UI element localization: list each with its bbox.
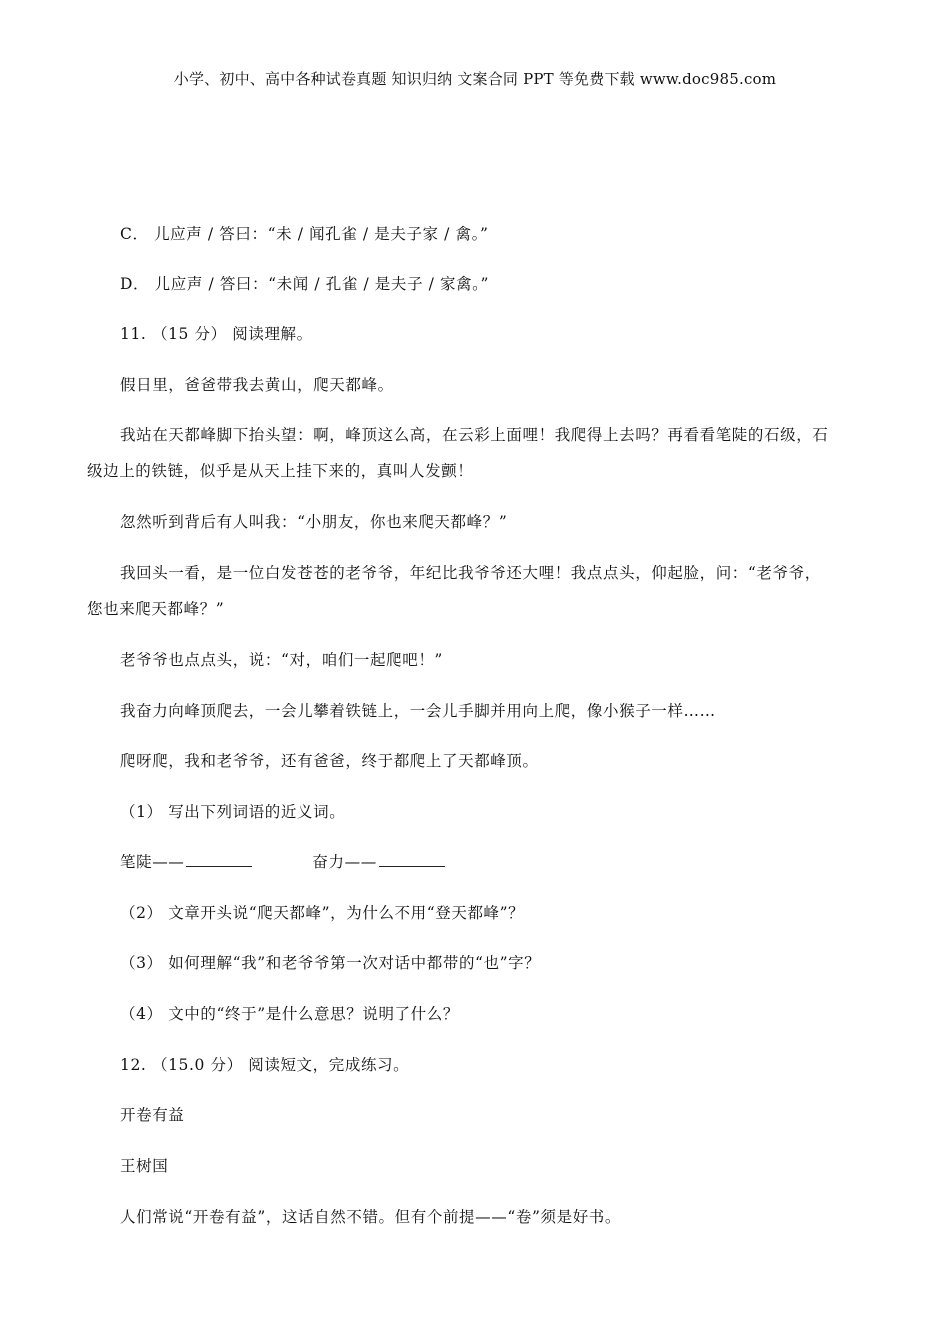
passage-paragraph-5: 老爷爷也点点头，说：“对，咱们一起爬吧！”: [120, 651, 443, 669]
article-title: 开卷有益: [120, 1106, 185, 1124]
passage-paragraph-4-line-2: 您也来爬天都峰？”: [87, 600, 225, 618]
passage-paragraph-1: 假日里，爸爸带我去黄山，爬天都峰。: [120, 376, 394, 394]
sub-question-4: （4） 文中的“终于”是什么意思？说明了什么？: [120, 1005, 459, 1023]
page-header: 小学、初中、高中各种试卷真题 知识归纳 文案合同 PPT 等免费下载 www.doc985.com: [173, 70, 777, 88]
article-author: 王树国: [120, 1157, 169, 1175]
synonym-word-2: 奋力——: [312, 853, 377, 871]
passage-paragraph-6: 我奋力向峰顶爬去，一会儿攀着铁链上，一会儿手脚并用向上爬，像小猴子一样……: [120, 702, 716, 720]
option-d: D． 儿应声 / 答曰：“未闻 / 孔雀 / 是夫子 / 家禽。”: [120, 275, 490, 293]
synonym-word-1: 笔陡——: [120, 853, 185, 871]
question-11-title: 11. （15 分） 阅读理解。: [120, 325, 313, 343]
answer-blank-2[interactable]: [379, 852, 445, 867]
passage-paragraph-3: 忽然听到背后有人叫我：“小朋友，你也来爬天都峰？”: [120, 513, 508, 531]
sub-question-3: （3） 如何理解“我”和老爷爷第一次对话中都带的“也”字？: [120, 954, 541, 972]
passage-paragraph-4-line-1: 我回头一看，是一位白发苍苍的老爷爷，年纪比我爷爷还大哩！我点点头，仰起脸，问：“老爷爷，: [120, 564, 821, 582]
option-c: C． 儿应声 / 答曰：“未 / 闻孔雀 / 是夫子家 / 禽。”: [120, 225, 489, 243]
passage-paragraph-2-line-2: 级边上的铁链，似乎是从天上挂下来的，真叫人发颤！: [87, 462, 474, 480]
passage-paragraph-7: 爬呀爬，我和老爷爷，还有爸爸，终于都爬上了天都峰顶。: [120, 752, 539, 770]
passage-paragraph-2-line-1: 我站在天都峰脚下抬头望：啊，峰顶这么高，在云彩上面哩！我爬得上去吗？再看看笔陡的石级，石: [120, 426, 829, 444]
question-12-title: 12. （15.0 分） 阅读短文，完成练习。: [120, 1056, 410, 1074]
sub-question-2: （2） 文章开头说“爬天都峰”，为什么不用“登天都峰”？: [120, 904, 525, 922]
sub-question-1: （1） 写出下列词语的近义词。: [120, 803, 346, 821]
synonym-answer-row: [120, 850, 445, 872]
article-paragraph-1: 人们常说“开卷有益”，这话自然不错。但有个前提——“卷”须是好书。: [120, 1208, 621, 1226]
answer-blank-1[interactable]: [186, 852, 252, 867]
